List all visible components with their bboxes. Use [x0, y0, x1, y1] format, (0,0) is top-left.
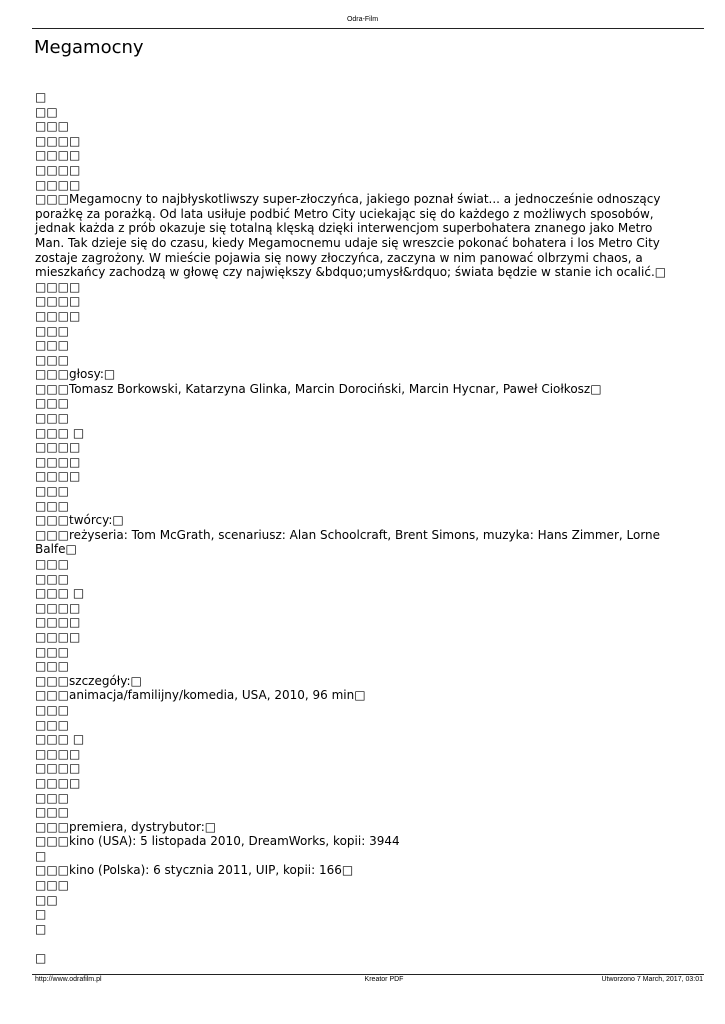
glyph-line: □□□ — [35, 571, 70, 586]
glyph-line: □□□□ — [35, 294, 81, 309]
line-text: Megamocny to najbłyskotliwszy super-złoczyńca, jakiego poznał świat... a jednocześnie odnoszący porażkę za porażką. Od lata usiłuje podbić Metro City uciekając się do każdego z możliwych sposobów, jednak każda z prób okazuje się totalną klęską dzięki interwencjom superbohatera znanego jako Metro Man. Tak dzieje się do czasu, kiedy Megamocnemu udaje się wreszcie pokonać bohatera i los Metro City zostaje zagrożony. W mieście pojawia się nowy złoczyńca, zaczyna w nim panować olbrzymi chaos, a mieszkańcy zachodzą w głowę czy największy &bdquo;umysł&rdquo; świata będzie w stanie ich ocalić. — [35, 192, 661, 280]
page-footer — [35, 976, 703, 983]
glyph-line: □□□□ — [35, 454, 81, 469]
text-line: □□□Tomasz Borkowski, Katarzyna Glinka, Marcin Dorociński, Marcin Hycnar, Paweł Ciołkosz□ — [35, 381, 602, 396]
glyph-line: □□□□ — [35, 775, 81, 790]
glyph-line: □□□ — [35, 498, 70, 513]
glyph-line: □□□□ — [35, 600, 81, 615]
line-text: Tomasz Borkowski, Katarzyna Glinka, Marcin Dorociński, Marcin Hycnar, Paweł Ciołkosz — [69, 381, 591, 396]
glyph-line: □□□ — [35, 119, 70, 134]
footer-created-date: Utworzono 7 March, 2017, 03:01 — [601, 976, 703, 983]
glyph-line: □□□ — [35, 702, 70, 717]
glyph-line: □□□ — [35, 411, 70, 426]
glyph-line: □□ — [35, 892, 58, 907]
glyph-line: □ — [35, 848, 47, 863]
text-line: □□□reżyseria: Tom McGrath, scenariusz: Alan Schoolcraft, Brent Simons, muzyka: Hans Zimmer, Lorne Balfe□ — [35, 527, 664, 557]
text-line: □□□głosy:□ — [35, 367, 116, 382]
line-text: animacja/familijny/komedia, USA, 2010, 96 min — [69, 688, 355, 703]
glyph-line: □□□□ — [35, 162, 81, 177]
glyph-line: □□□□ — [35, 761, 81, 776]
line-text: reżyseria: Tom McGrath, scenariusz: Alan Schoolcraft, Brent Simons, muzyka: Hans Zimmer, Lorne Balfe — [35, 527, 664, 557]
glyph-line: □ — [35, 921, 47, 936]
glyph-line: □□□ — [35, 352, 70, 367]
glyph-line: □□□ — [35, 644, 70, 659]
line-text: szczegóły: — [69, 673, 131, 688]
glyph-line: □□□□ — [35, 308, 81, 323]
glyph-line: □□□ — [35, 323, 70, 338]
glyph-line — [35, 936, 685, 951]
glyph-line: □□□ — [35, 790, 70, 805]
line-text: kino (USA): 5 listopada 2010, DreamWorks, kopii: 3944 — [69, 834, 400, 849]
glyph-line: □ — [35, 90, 47, 104]
glyph-line: □□□□ — [35, 629, 81, 644]
footer-generator: Kreator PDF — [364, 976, 404, 983]
glyph-line: □□□ — [35, 557, 70, 571]
header-divider — [32, 28, 704, 29]
glyph-line: □□ — [35, 104, 58, 119]
glyph-line: □□□□ — [35, 133, 81, 148]
glyph-line: □□□ □ — [35, 425, 85, 440]
glyph-line: □□□□ — [35, 746, 81, 761]
glyph-line: □□□ □ — [35, 586, 85, 601]
glyph-line: □□□□ — [35, 148, 81, 163]
glyph-line: □□□□ — [35, 615, 81, 630]
text-line: □□□kino (USA): 5 listopada 2010, DreamWorks, kopii: 3944 — [35, 834, 400, 849]
glyph-line: □ — [35, 951, 47, 966]
glyph-line: □□□ — [35, 659, 70, 674]
footer-url[interactable]: http://www.odrafilm.pl — [35, 976, 102, 983]
text-line: □□□animacja/familijny/komedia, USA, 2010, 96 min□ — [35, 688, 366, 703]
line-text: premiera, dystrybutor: — [69, 819, 205, 834]
glyph-line: □□□ — [35, 338, 70, 353]
glyph-line: □□□ □ — [35, 732, 85, 747]
page-header-site-name: Odra-Film — [346, 16, 379, 23]
text-line: □□□kino (Polska): 6 stycznia 2011, UIP, kopii: 166□ — [35, 863, 354, 878]
glyph-line: □□□ — [35, 396, 70, 411]
glyph-line: □□□□ — [35, 469, 81, 484]
glyph-line: □□□□ — [35, 440, 81, 455]
glyph-line: □□□ — [35, 484, 70, 499]
text-line: □□□twórcy:□ — [35, 513, 124, 528]
line-text: twórcy: — [69, 513, 113, 528]
glyph-line: □□□ — [35, 717, 70, 732]
glyph-line: □□□□ — [35, 279, 81, 294]
page-title: Megamocny — [34, 37, 144, 58]
text-line: □□□premiera, dystrybutor:□ — [35, 819, 217, 834]
text-line: □□□szczegóły:□ — [35, 673, 142, 688]
glyph-line: □□□□ — [35, 177, 81, 192]
glyph-line: □ — [35, 907, 47, 922]
glyph-line: □□□ — [35, 805, 70, 820]
article-body — [35, 90, 685, 966]
film-description: □□□Megamocny to najbłyskotliwszy super-złoczyńca, jakiego poznał świat... a jednocześnie odnoszący porażkę za porażką. Od lata usiłuje podbić Metro City uciekając się do każdego z możliwych sposobów, jednak każda z prób okazuje się totalną klęską dzięki interwencjom superbohatera znanego jako Metro Man. Tak dzieje się do czasu, kiedy Megamocnemu udaje się wreszcie pokonać bohatera i los Metro City zostaje zagrożony. W mieście pojawia się nowy złoczyńca, zaczyna w nim panować olbrzymi chaos, a mieszkańcy zachodzą w głowę czy największy &bdquo;umysł&rdquo; świata będzie w stanie ich ocalić.□ — [35, 192, 667, 280]
line-text: kino (Polska): 6 stycznia 2011, UIP, kopii: 166 — [69, 863, 342, 878]
glyph-line: □□□ — [35, 878, 70, 893]
line-text: głosy: — [69, 367, 104, 382]
footer-divider — [32, 974, 704, 975]
